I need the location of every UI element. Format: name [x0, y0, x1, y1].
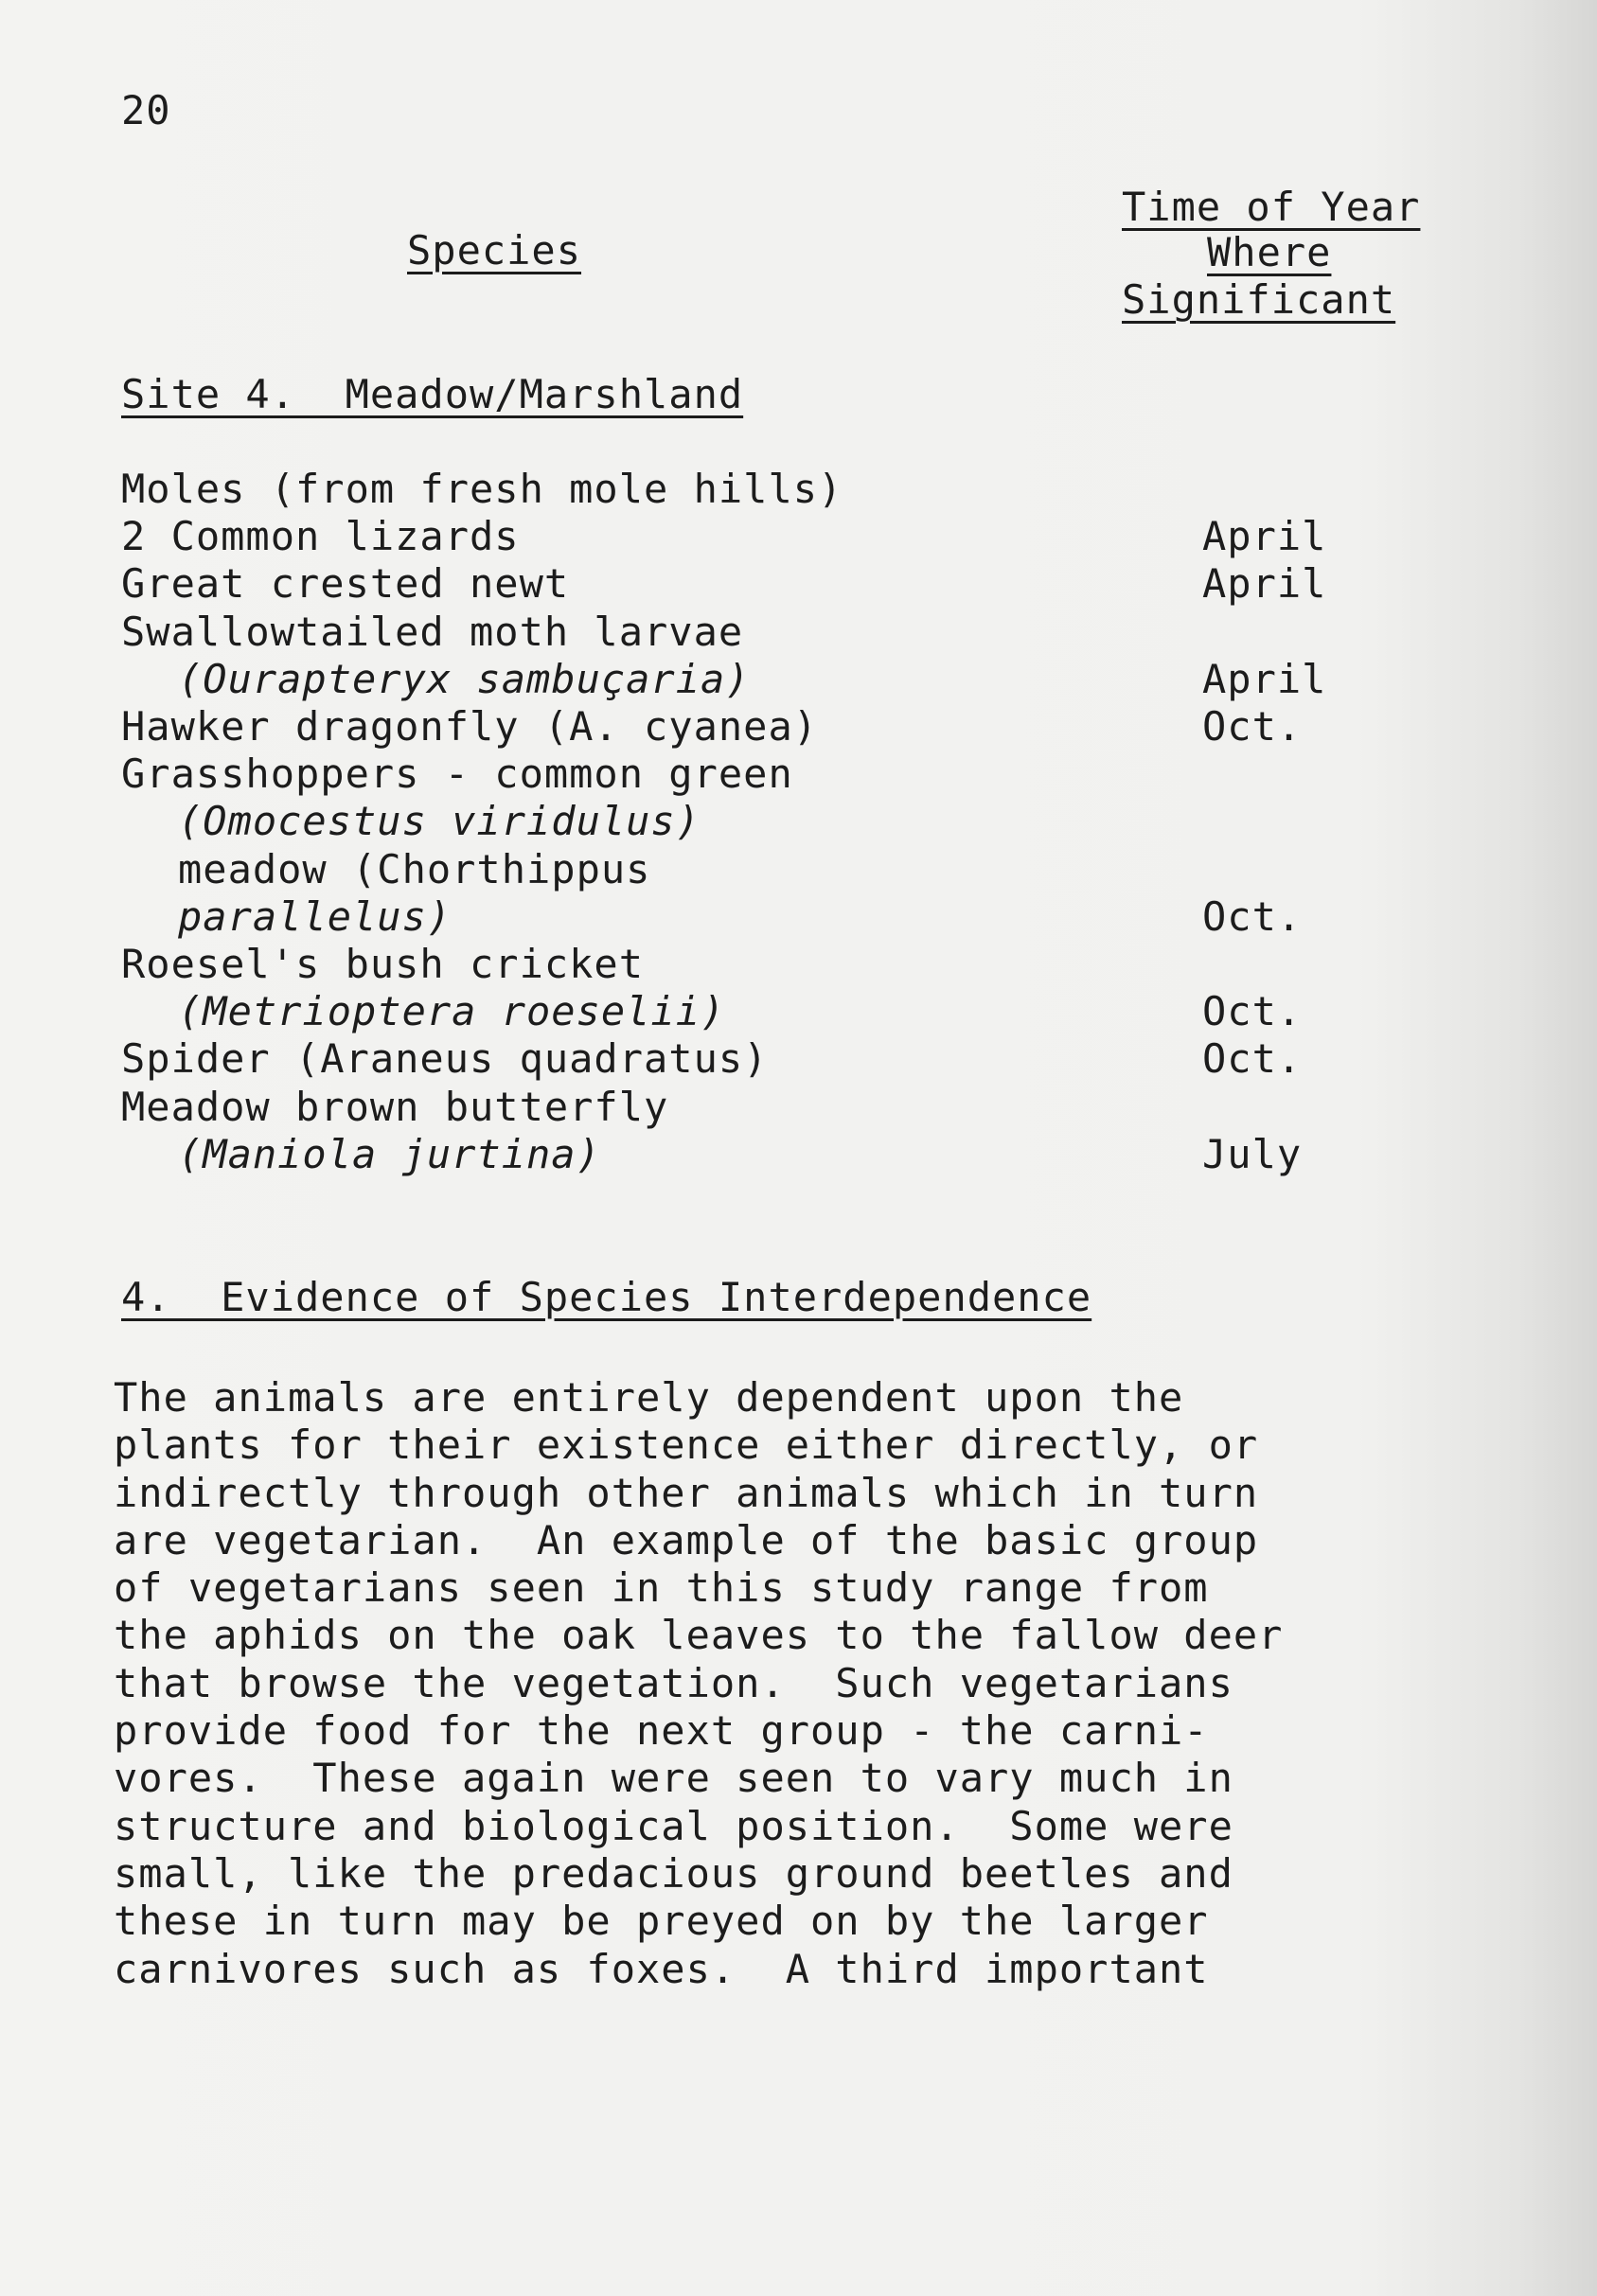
species-time: Oct. [1202, 893, 1303, 940]
body-paragraph [114, 1374, 1486, 1993]
paragraph-line: indirectly through other animals which in turn [114, 1469, 1259, 1516]
species-name: Spider (Araneus quadratus) [121, 1035, 769, 1082]
species-name: Moles (from fresh mole hills) [121, 466, 843, 512]
paragraph-line: the aphids on the oak leaves to the fallow deer [114, 1612, 1284, 1659]
species-time: July [1202, 1131, 1303, 1177]
section-heading: 4. Evidence of Species Interdependence [121, 1274, 1092, 1320]
species-time: April [1202, 513, 1327, 559]
page-number: 20 [121, 87, 171, 133]
paragraph-line: are vegetarian. An example of the basic group [114, 1516, 1259, 1563]
species-name: 2 Common lizards [121, 513, 520, 559]
species-latin-name: (Maniola jurtina) [178, 1131, 601, 1177]
paragraph-line: The animals are entirely dependent upon the [114, 1374, 1184, 1421]
species-name: Great crested newt [121, 560, 570, 607]
column-header-time-line1: Time of Year [1122, 184, 1421, 230]
species-latin-name: (Metrioptera roeselii) [178, 988, 726, 1034]
paragraph-line: structure and biological position. Some were [114, 1802, 1233, 1849]
column-header-species: Species [407, 227, 582, 274]
species-time: Oct. [1202, 703, 1303, 750]
paragraph-line: vores. These again were seen to vary much in [114, 1755, 1233, 1802]
species-name: Roesel's bush cricket [121, 941, 645, 987]
species-latin-name: parallelus) [178, 893, 452, 940]
site-heading: Site 4. Meadow/Marshland [121, 371, 744, 417]
species-time: April [1202, 560, 1327, 607]
paragraph-line: plants for their existence either directly, or [114, 1422, 1259, 1469]
species-name: Meadow brown butterfly [121, 1084, 669, 1130]
species-name: Hawker dragonfly (A. cyanea) [121, 703, 819, 750]
column-header-time-line2: Where [1207, 229, 1332, 275]
paragraph-line: of vegetarians seen in this study range from [114, 1564, 1209, 1612]
paragraph-line: carnivores such as foxes. A third important [114, 1945, 1209, 1992]
species-latin-name: (Omocestus viridulus) [178, 798, 701, 844]
species-time: April [1202, 656, 1327, 702]
paragraph-line: these in turn may be preyed on by the larger [114, 1898, 1209, 1945]
species-name: Swallowtailed moth larvae [121, 609, 744, 655]
species-time: Oct. [1202, 988, 1303, 1034]
species-latin-name: (Ourapteryx sambuçaria) [178, 656, 751, 702]
paragraph-line: small, like the predacious ground beetles and [114, 1849, 1233, 1897]
species-time: Oct. [1202, 1035, 1303, 1082]
species-name: Grasshoppers - common green [121, 751, 793, 797]
paragraph-line: provide food for the next group - the carni- [114, 1707, 1209, 1755]
paragraph-line: that browse the vegetation. Such vegetarians [114, 1659, 1233, 1706]
column-header-time-line3: Significant [1122, 276, 1396, 323]
species-name: meadow (Chorthippus [178, 846, 651, 892]
